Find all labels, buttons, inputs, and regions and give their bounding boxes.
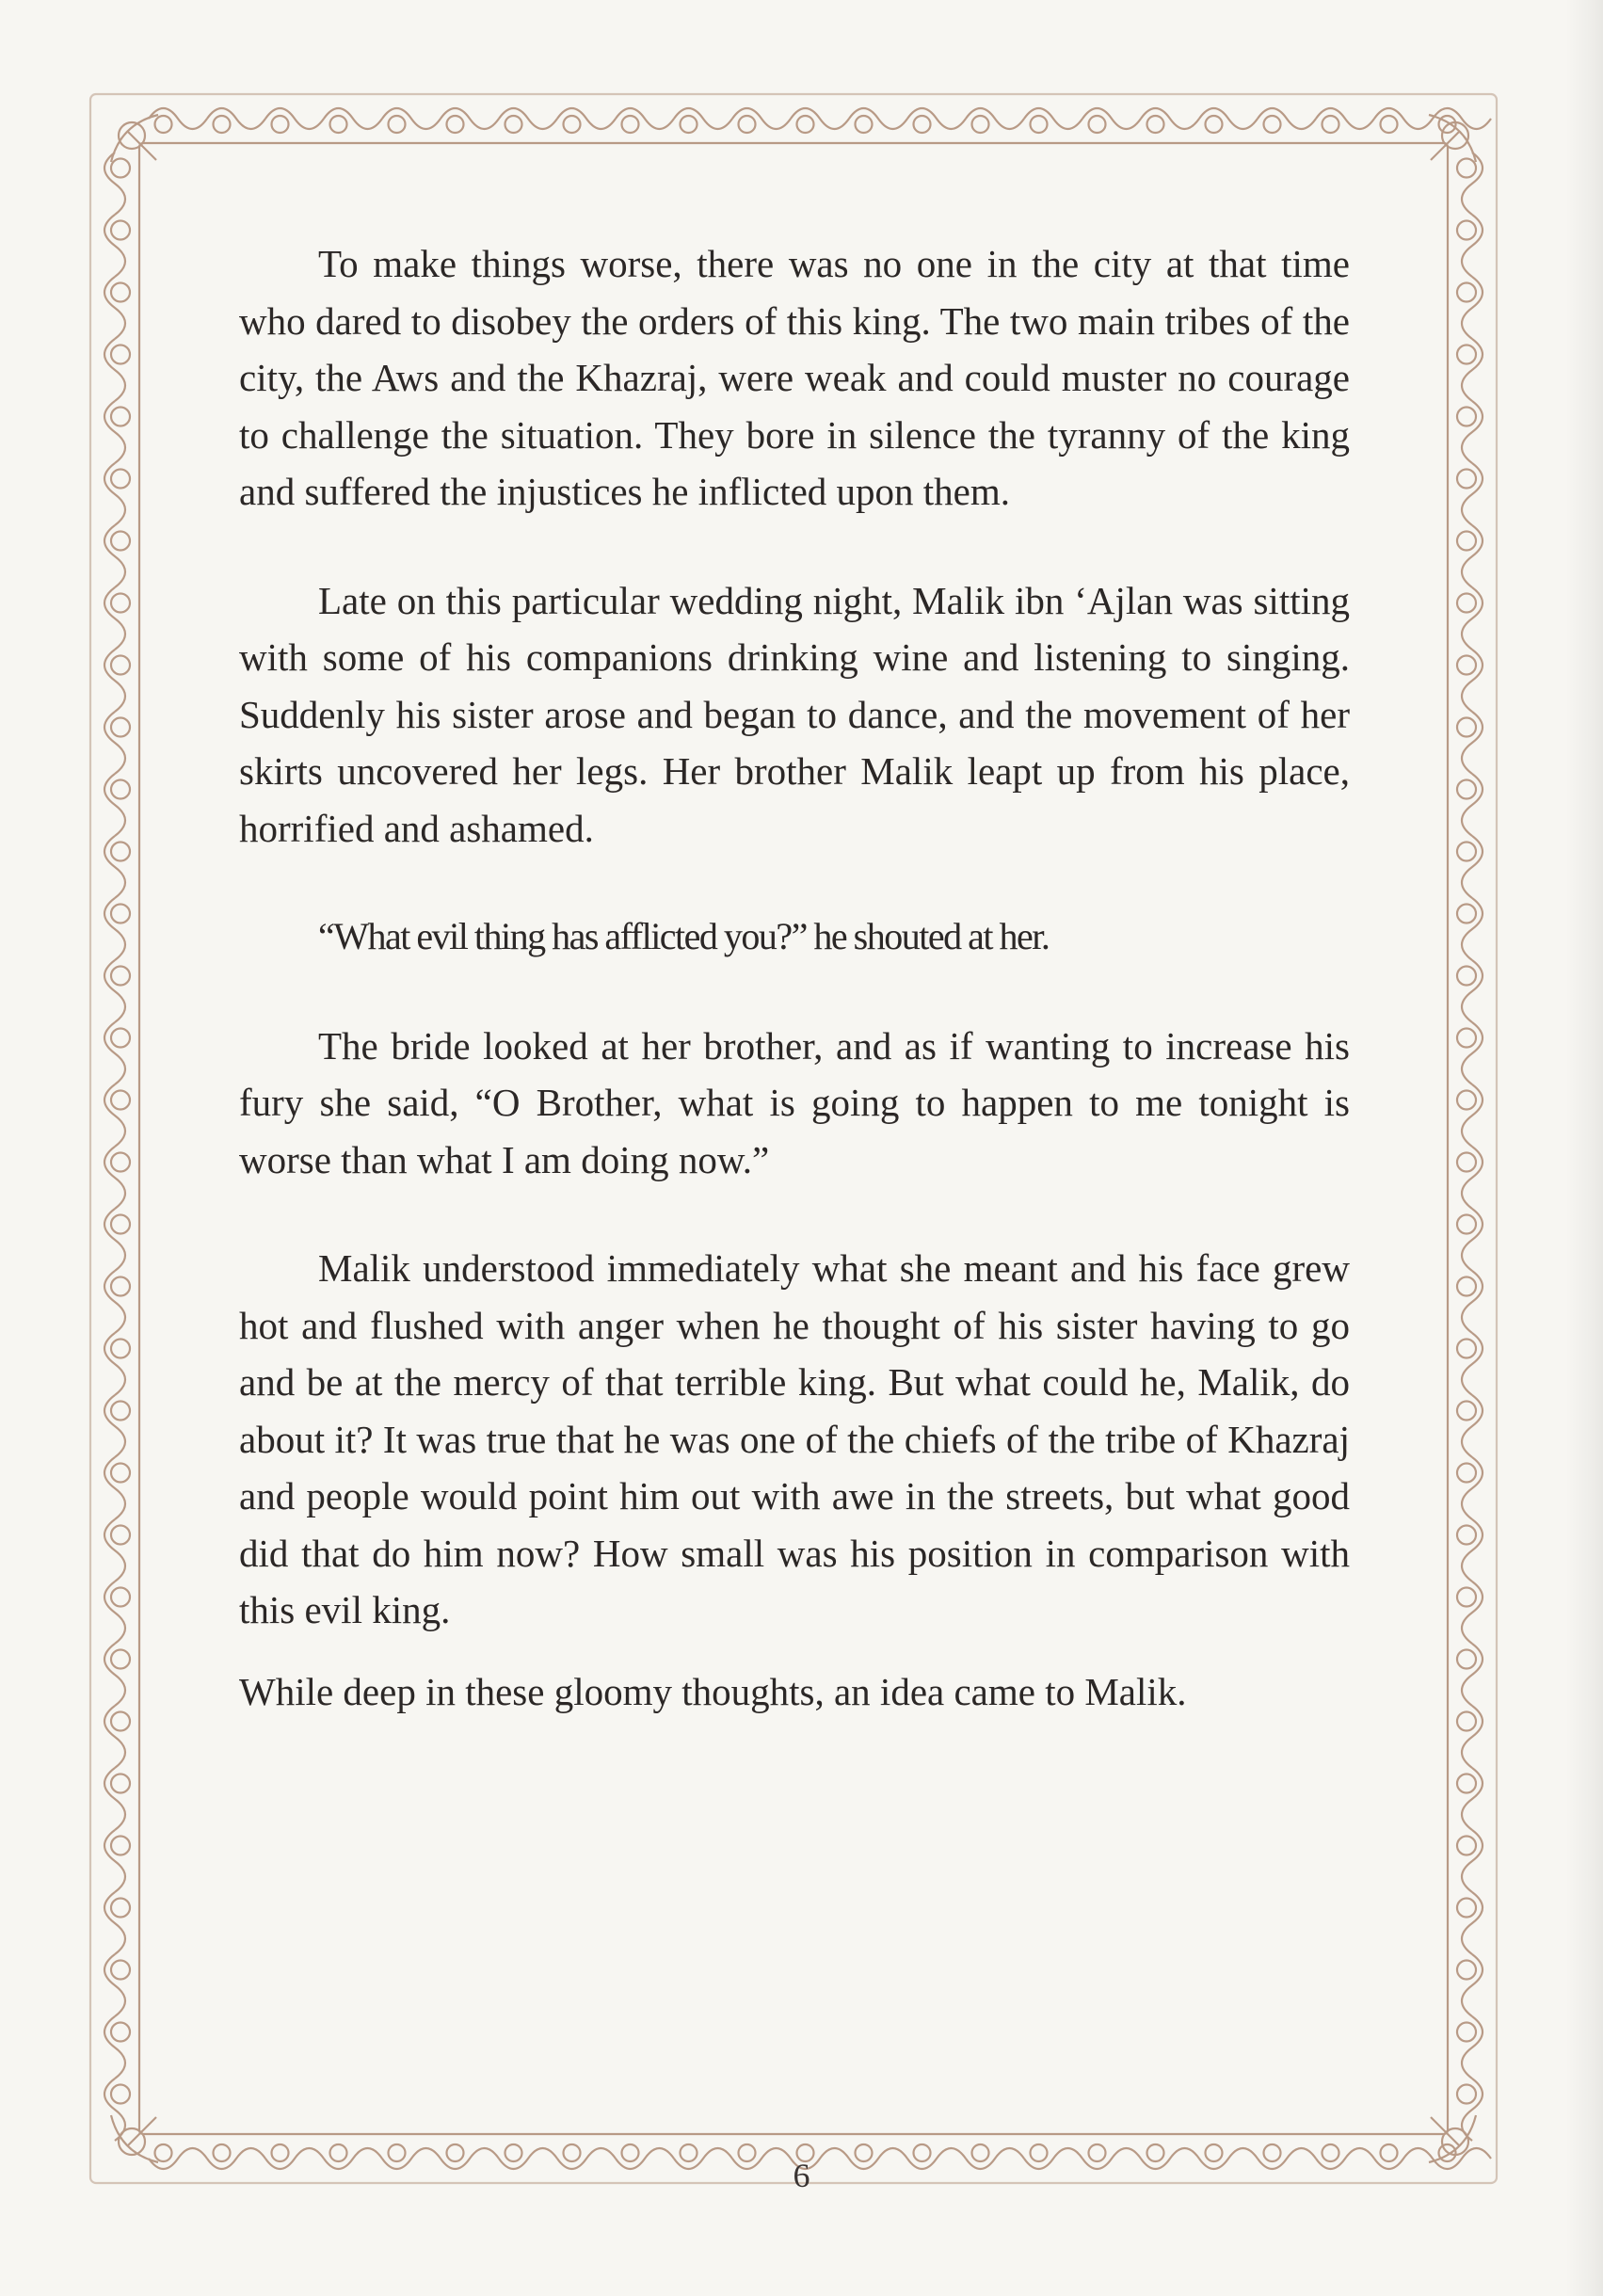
paragraph-2: Late on this particular wedding night, Malik ibn ‘Ajlan was sitting with some of his companions drinking wine and listening to singing. Suddenly his sister arose and began to dance, and the movement of her skirts uncovered her legs. Her brother Malik leapt up from his place, horrified and ashamed. xyxy=(239,578,1350,850)
paragraph-1: To make things worse, there was no one in the city at that time who dared to disobey the orders of this king. The two main tribes of the city, the Aws and the Khazraj, were weak and could muster no courage to challenge the situation. They bore in silence the tyranny of the king and suffered the injustices he inflicted upon them. xyxy=(239,242,1350,513)
paragraph-5: Malik understood immediately what she meant and his face grew hot and flushed with anger when he thought of his sister having to go and be at the mercy of that terrible king. But what could he, Malik, do about it? It was true that he was one of the chiefs of the tribe of Khazraj and people would point him out with awe in the streets, but what good did that do him now? How small was his position in comparison with this evil king. xyxy=(239,1246,1350,1631)
story-text xyxy=(239,235,1350,1720)
paragraph-4: The bride looked at her brother, and as if wanting to increase his fury she said, “O Brother, what is going to happen to me tonight is worse than what I am doing now.” xyxy=(239,1023,1350,1181)
paragraph-3-dialogue: “What evil thing has afflicted you?” he shouted at her. xyxy=(318,915,1050,957)
page-edge-shadow xyxy=(1565,0,1603,2296)
paragraph-6: While deep in these gloomy thoughts, an idea came to Malik. xyxy=(239,1669,1187,1713)
page-number: 6 xyxy=(793,2157,810,2194)
